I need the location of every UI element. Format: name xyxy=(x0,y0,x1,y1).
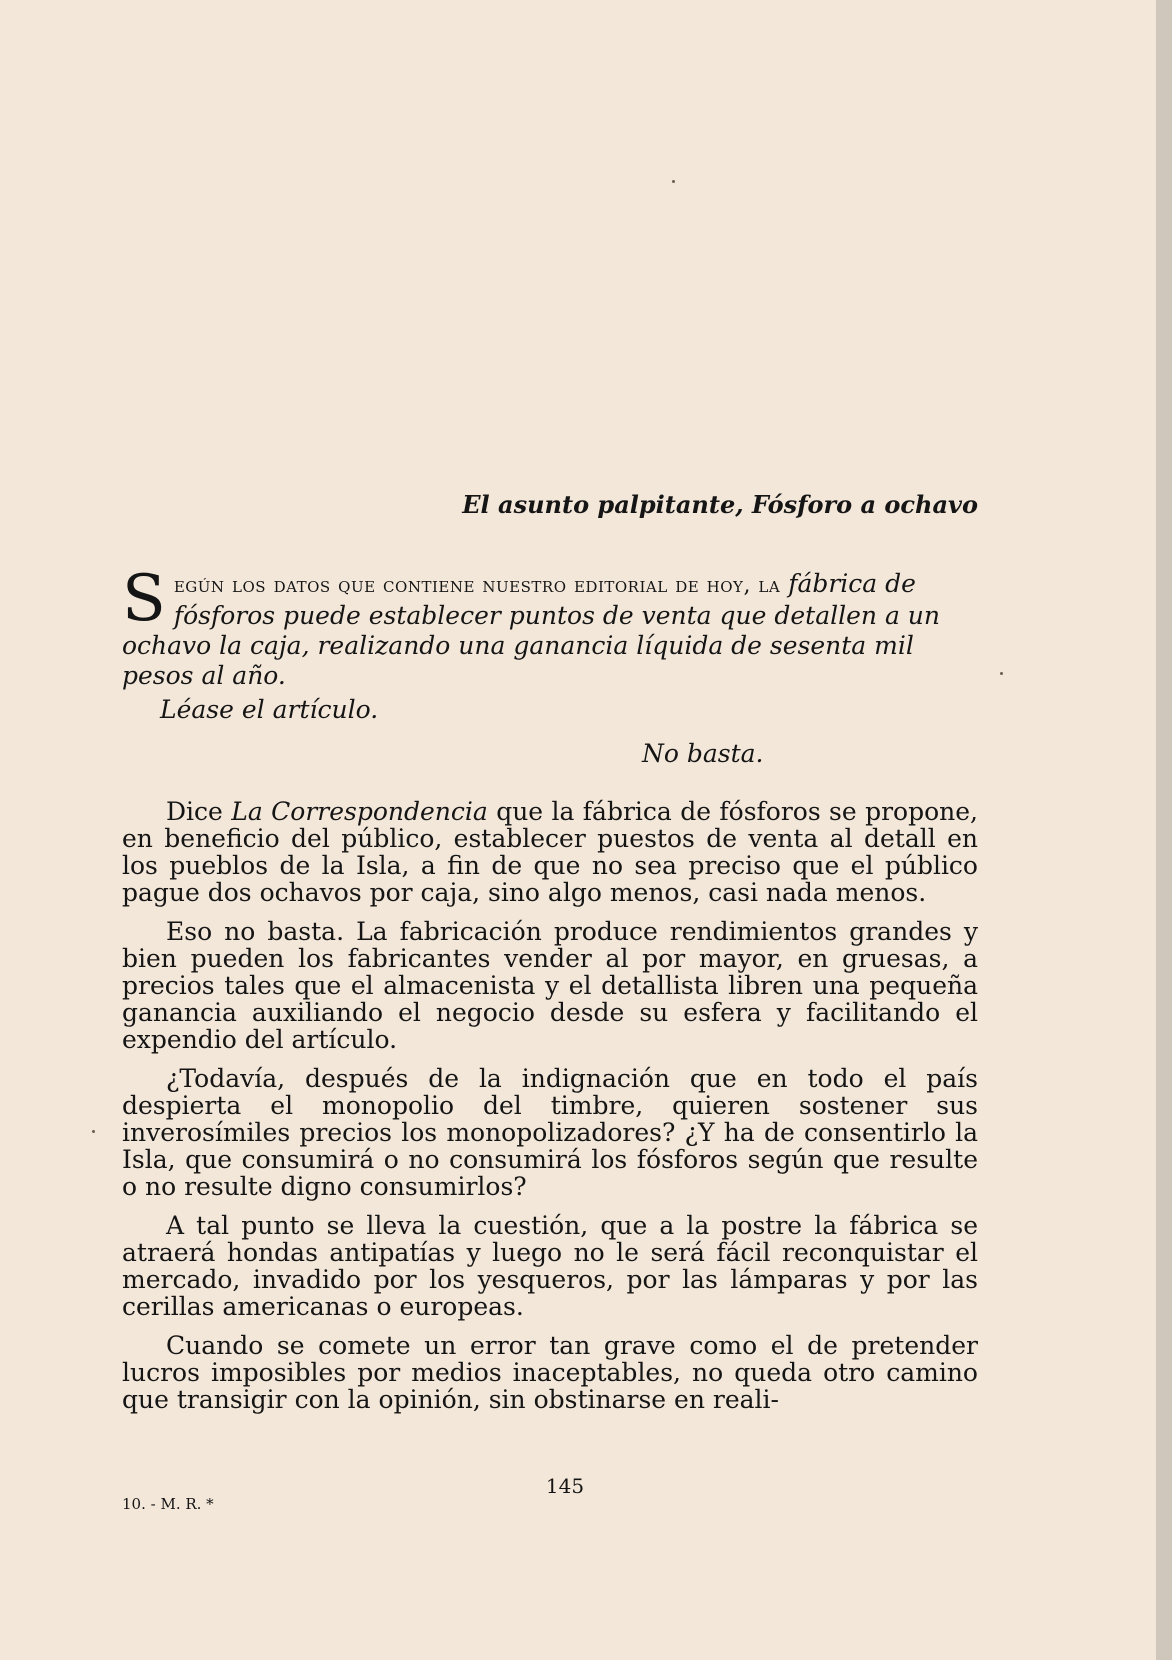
article-title: El asunto palpitante, Fósforo a ochavo xyxy=(462,490,978,519)
article xyxy=(122,490,978,1425)
body-paragraph-1 xyxy=(122,798,978,906)
lead-paragraph xyxy=(122,562,978,691)
lead-italic: fábrica de fósforos puede establecer puntos de venta que detallen a un ochavo la caja, realizando una ganancia líquida de sesenta mil pesos al año. xyxy=(122,569,940,690)
signature-mark: 10. - M. R. * xyxy=(122,1495,214,1513)
no-basta-line: No basta. xyxy=(642,739,764,768)
ink-speck xyxy=(92,1130,95,1133)
lead-subline: Léase el artículo. xyxy=(160,695,379,724)
lead-smallcaps: egún los datos que contiene nuestro editorial de hoy, la xyxy=(173,573,781,598)
ink-speck xyxy=(1000,672,1003,675)
newspaper-name: La Correspondencia xyxy=(231,797,488,826)
body-paragraph-2: Eso no basta. La fabricación produce rendimientos grandes y bien pueden los fabricantes vender al por mayor, en gruesas, a precios tales que el almacenista y el detallista libren una pequeña ganancia auxiliando el negocio desde su esfera y facilitando el expendio del artículo. xyxy=(122,917,978,1054)
drop-cap: S xyxy=(122,562,166,636)
body-paragraph-5: Cuando se comete un error tan grave como el de pretender lucros imposibles por medios inaceptables, no queda otro camino que transigir con la opinión, sin obstinarse en reali- xyxy=(122,1331,978,1414)
paragraph-text: Dice xyxy=(166,797,232,826)
body-paragraph-3: ¿Todavía, después de la indignación que en todo el país despierta el monopolio del timbre, quieren sostener sus inverosímiles precios los monopolizadores? ¿Y ha de consentirlo la Isla, que consumirá o no consumirá los fósforos según que resulte o no resulte digno consumirlos? xyxy=(122,1064,978,1201)
ink-speck xyxy=(672,180,675,183)
paragraph-text: que la fábrica de fósforos se propone, en beneficio del público, establecer puestos de venta al detall en los pueblos de la Isla, a fin de que no sea preciso que el público pague dos ochavos por caja, sino algo menos, casi nada menos. xyxy=(122,797,978,907)
body-paragraph-4: A tal punto se lleva la cuestión, que a la postre la fábrica se atraerá hondas antipatías y luego no le será fácil reconquistar el mercado, invadido por los yesqueros, por las lámparas y por las cerillas americanas o europeas. xyxy=(122,1211,978,1321)
page-number: 145 xyxy=(545,1474,585,1498)
